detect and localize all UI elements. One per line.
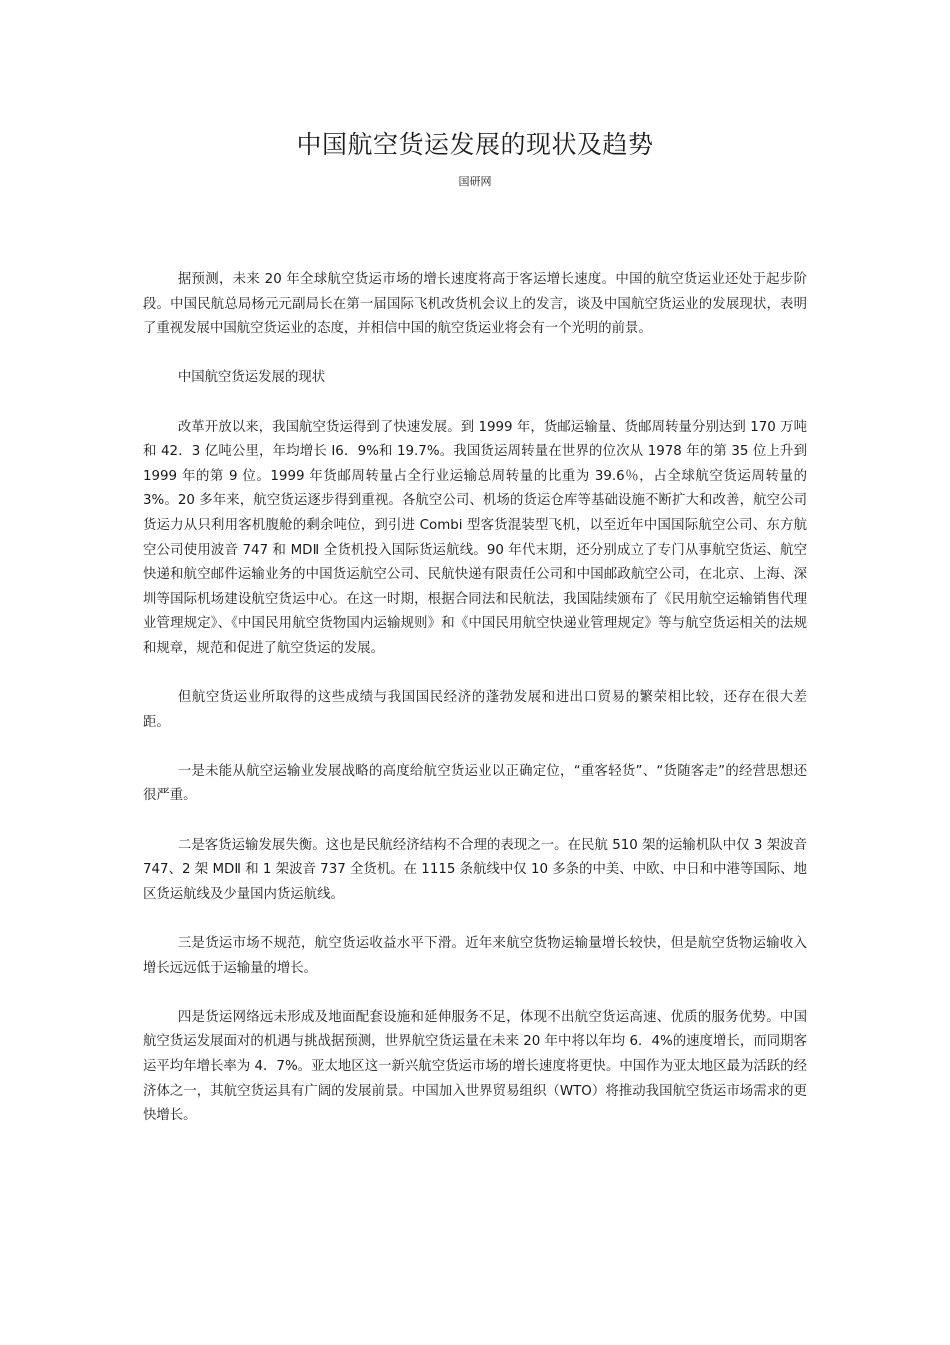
paragraph-point-four: 四是货运网络远未形成及地面配套设施和延伸服务不足，体现不出航空货运高速、优质的服务优势。中国航空货运发展面对的机遇与挑战据预测，世界航空货运量在未来 20 年中将以年均 6．4%的速度增长，而同期客运平均年增长率为 4．7%。亚太地区这一新兴航空货运市场的增长速度将更快。中国作为亚太地区最为活跃的经济体之一，其航空货运具有广阔的发展前景。中国加入世界贸易组织（WTO）将推动我国航空货运市场需求的更快增长。 (143, 1009, 807, 1124)
paragraph-gap: 但航空货运业所取得的这些成绩与我国国民经济的蓬勃发展和进出口贸易的繁荣相比较，还存在很大差距。 (143, 690, 807, 730)
document-title: 中国航空货运发展的现状及趋势 (296, 130, 654, 159)
paragraph-point-three: 三是货运市场不规范，航空货运收益水平下滑。近年来航空货物运输量增长较快，但是航空货物运输收入增长远远低于运输量的增长。 (143, 936, 807, 976)
document-body (143, 268, 807, 1153)
paragraph-status: 改革开放以来，我国航空货运得到了快速发展。到 1999 年，货邮运输量、货邮周转量分别达到 170 万吨和 42．3 亿吨公里，年均增长 I6．9%和 19.7%。我国货运周转量在世界的位次从 1978 年的第 35 位上升到 1999 年的第 9 位。1999 年货邮周转量占全行业运输总周转量的比重为 39.6％，占全球航空货运周转量的 3%。20 多年来，航空货运逐步得到重视。各航空公司、机场的货运仓库等基础设施不断扩大和改善，航空公司货运力从只利用客机腹舱的剩余吨位，到引进 Combi 型客货混装型飞机，以至近年中国国际航空公司、东方航空公司使用波音 747 和 MDⅡ 全货机投入国际货运航线。90 年代末期，还分别成立了专门从事航空货运、航空快递和航空邮件运输业务的中国货运航空公司、民航快递有限责任公司和中国邮政航空公司，在北京、上海、深圳等国际机场建设航空货运中心。在这一时期，根据合同法和民航法，我国陆续颁布了《民用航空运输销售代理业管理规定》、《中国民用航空货物国内运输规则》和《中国民用航空快递业管理规定》等与航空货运相关的法规和规章，规范和促进了航空货运的发展。 (143, 419, 807, 656)
paragraph-point-one: 一是未能从航空运输业发展战略的高度给航空货运业以正确定位，“重客轻货”、“货随客走”的经营思想还很严重。 (143, 763, 807, 804)
paragraph-point-two: 二是客货运输发展失衡。这也是民航经济结构不合理的表现之一。在民航 510 架的运输机队中仅 3 架波音 747、2 架 MDⅡ 和 1 架波音 737 全货机。在 1115 条航线中仅 10 多条的中美、中欧、中日和中港等国际、地区货运航线及少量国内货运航线。 (143, 837, 807, 902)
document-source: 国研网 (458, 175, 492, 188)
paragraph-intro: 据预测，未来 20 年全球航空货运市场的增长速度将高于客运增长速度。中国的航空货运业还处于起步阶段。中国民航总局杨元元副局长在第一届国际飞机改货机会议上的发言，谈及中国航空货运业的发展现状，表明了重视发展中国航空货运业的态度，并相信中国的航空货运业将会有一个光明的前景。 (143, 272, 807, 337)
section-heading: 中国航空货运发展的现状 (177, 370, 326, 386)
